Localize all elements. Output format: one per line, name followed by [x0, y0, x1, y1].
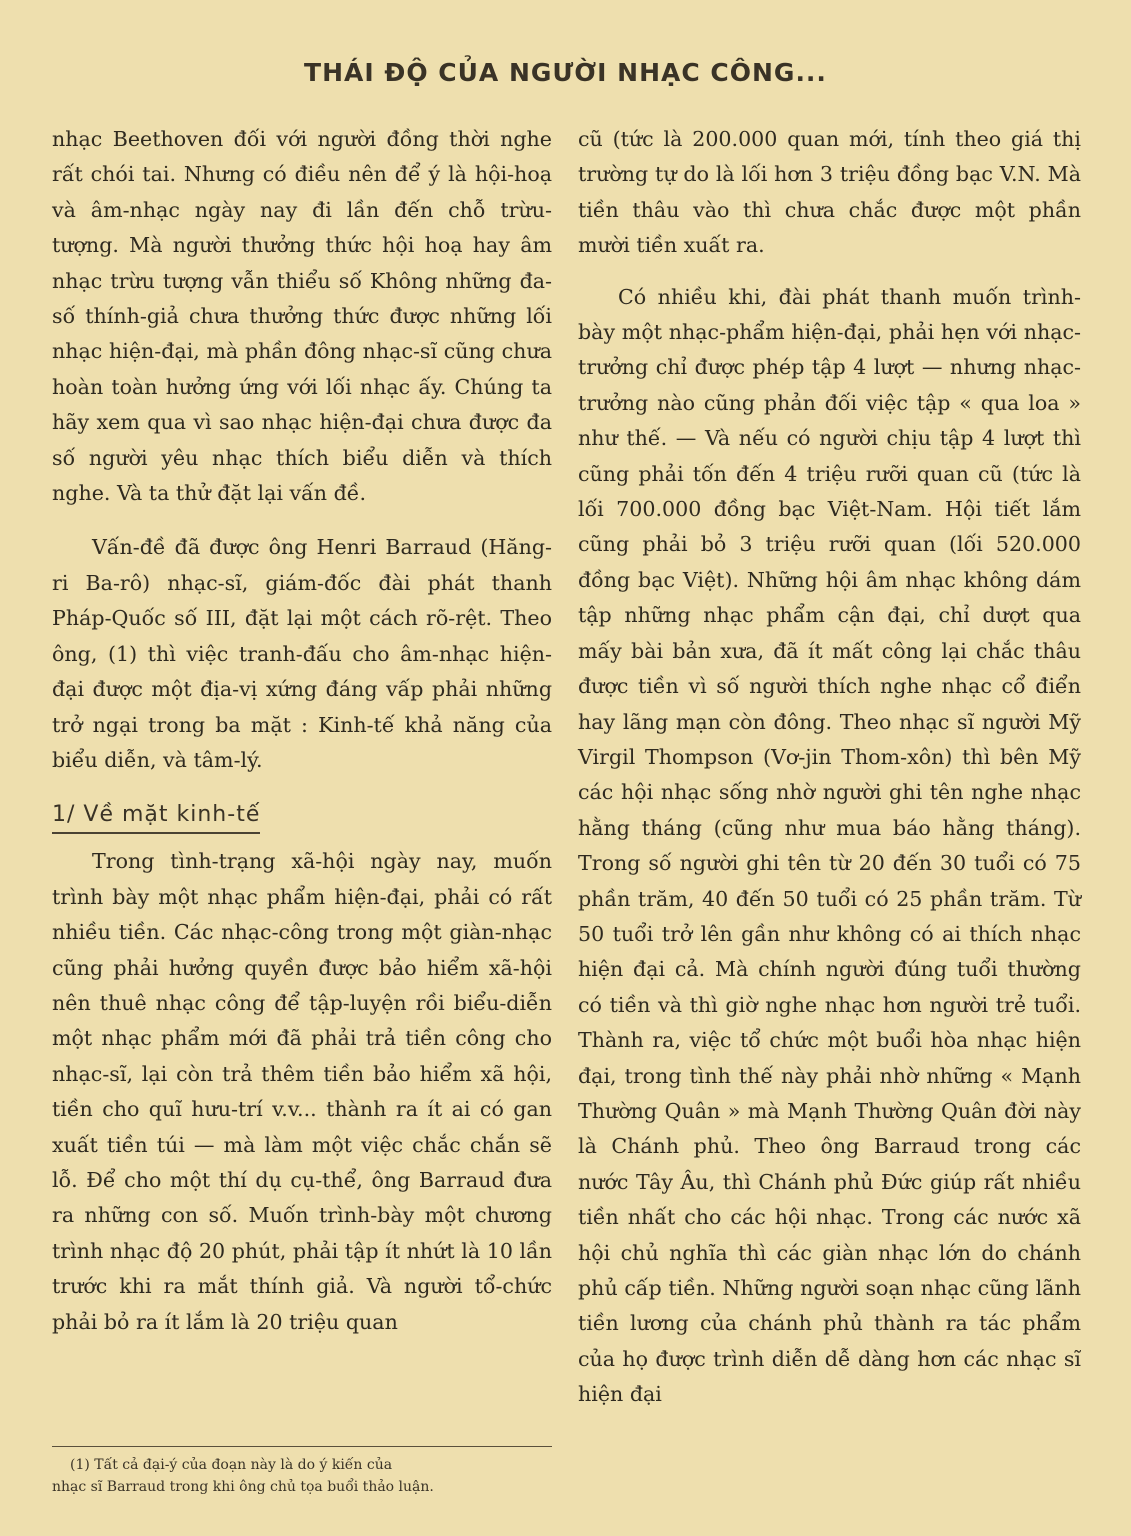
right-paragraph-2: Có nhiều khi, đài phát thanh muốn trình-bày một nhạc-phẩm hiện-đại, phải hẹn với nhạc-trưởng chỉ được phép tập 4 lượt — nhưng nhạc-trưởng nào cũng phản đối việc tập « qua loa » như thế. — Và nếu có người chịu tập 4 lượt thì cũng phải tốn đến 4 triệu rưỡi quan cũ (tức là lối 700.000 đồng bạc Việt-Nam. Hội tiết lắm cũng phải bỏ 3 triệu rưỡi quan (lối 520.000 đồng bạc Việt). Những hội âm nhạc không dám tập những nhạc phẩm cận đại, chỉ dượt qua mấy bài bản xưa, đã ít mất công lại chắc thâu được tiền vì số người thích nghe nhạc cổ điển hay lãng mạn còn đông. Theo nhạc sĩ người Mỹ Virgil Thompson (Vơ-jin Thom-xôn) thì bên Mỹ các hội nhạc sống nhờ người ghi tên nghe nhạc hằng tháng (cũng như mua báo hằng tháng). Trong số người ghi tên từ 20 đến 30 tuổi có 75 phần trăm, 40 đến 50 tuổi có 25 phần trăm. Từ 50 tuổi trở lên gần như không có ai thích nhạc hiện đại cả. Mà chính người đúng tuổi thường có tiền và thì giờ nghe nhạc hơn người trẻ tuổi. Thành ra, việc tổ chức một buổi hòa nhạc hiện đại, trong tình thế này phải nhờ những « Mạnh Thường Quân » mà Mạnh Thường Quân đời này là Chánh phủ. Theo ông Barraud trong các nước Tây Âu, thì Chánh phủ Đức giúp rất nhiều tiền nhất cho các hội nhạc. Trong các nước xã hội chủ nghĩa thì các giàn nhạc lớn do chánh phủ cấp tiền. Những người soạn nhạc cũng lãnh tiền lương của chánh phủ thành ra tác phẩm của họ được trình diễn dễ dàng hơn các nhạc sĩ hiện đại: [578, 284, 1081, 1407]
left-column: [52, 122, 552, 1340]
paragraph-gap: [578, 264, 1081, 280]
left-paragraph-1: nhạc Beethoven đối với người đồng thời nghe rất chói tai. Nhưng có điều nên để ý là hội-hoạ và âm-nhạc ngày nay đi lần đến chỗ trừu-tượng. Mà người thưởng thức hội hoạ hay âm nhạc trừu tượng vẫn thiểu số Không những đa-số thính-giả chưa thưởng thức được những lối nhạc hiện-đại, mà phần đông nhạc-sĩ cũng chưa hoàn toàn hưởng ứng với lối nhạc ấy. Chúng ta hãy xem qua vì sao nhạc hiện-đại chưa được đa số người yêu nhạc thích biểu diễn và thích nghe. Và ta thử đặt lại vấn đề.: [52, 127, 552, 506]
right-paragraph-1: cũ (tức là 200.000 quan mới, tính theo giá thị trường tự do là lối hơn 3 triệu đồng bạc V.N. Mà tiền thâu vào thì chưa chắc được một phần mười tiền xuất ra.: [578, 127, 1081, 258]
paragraph-gap: [52, 511, 552, 530]
footnote-divider: [52, 1446, 552, 1447]
left-paragraph-3: Trong tình-trạng xã-hội ngày nay, muốn trình bày một nhạc phẩm hiện-đại, phải có rất nhiều tiền. Các nhạc-công trong một giàn-nhạc cũng phải hưởng quyền được bảo hiểm xã-hội nên thuê nhạc công để tập-luyện rồi biểu-diễn một nhạc phẩm mới đã phải trả tiền công cho nhạc-sĩ, lại còn trả thêm tiền bảo hiểm xã hội, tiền cho quĩ hưu-trí v.v... thành ra ít ai có gan xuất tiền túi — mà làm một việc chắc chắn sẽ lỗ. Để cho một thí dụ cụ-thể, ông Barraud đưa ra những con số. Muốn trình-bày một chương trình nhạc độ 20 phút, phải tập ít nhứt là 10 lần trước khi ra mắt thính giả. Và người tổ-chức phải bỏ ra ít lắm là 20 triệu quan: [52, 849, 552, 1334]
footnote-line-1: (1) Tất cả đại-ý của đoạn này là do ý kiến của: [70, 1457, 393, 1473]
footnote: [52, 1454, 552, 1498]
right-column: [578, 122, 1081, 1413]
section-heading: 1/ Về mặt kinh-tế: [52, 800, 260, 834]
running-head: THÁI ĐỘ CỦA NGƯỜI NHẠC CÔNG...: [304, 58, 827, 87]
footnote-line-2: nhạc sĩ Barraud trong khi ông chủ tọa buổi thảo luận.: [52, 1479, 434, 1495]
left-paragraph-2: Vấn-đề đã được ông Henri Barraud (Hăng-ri Ba-rô) nhạc-sĩ, giám-đốc đài phát thanh Pháp-Quốc số III, đặt lại một cách rõ-rệt. Theo ông, (1) thì việc tranh-đấu cho âm-nhạc hiện-đại được một địa-vị xứng đáng vấp phải những trở ngại trong ba mặt : Kinh-tế khả năng của biểu diễn, và tâm-lý.: [52, 535, 552, 772]
section-heading-wrap: [52, 778, 552, 844]
